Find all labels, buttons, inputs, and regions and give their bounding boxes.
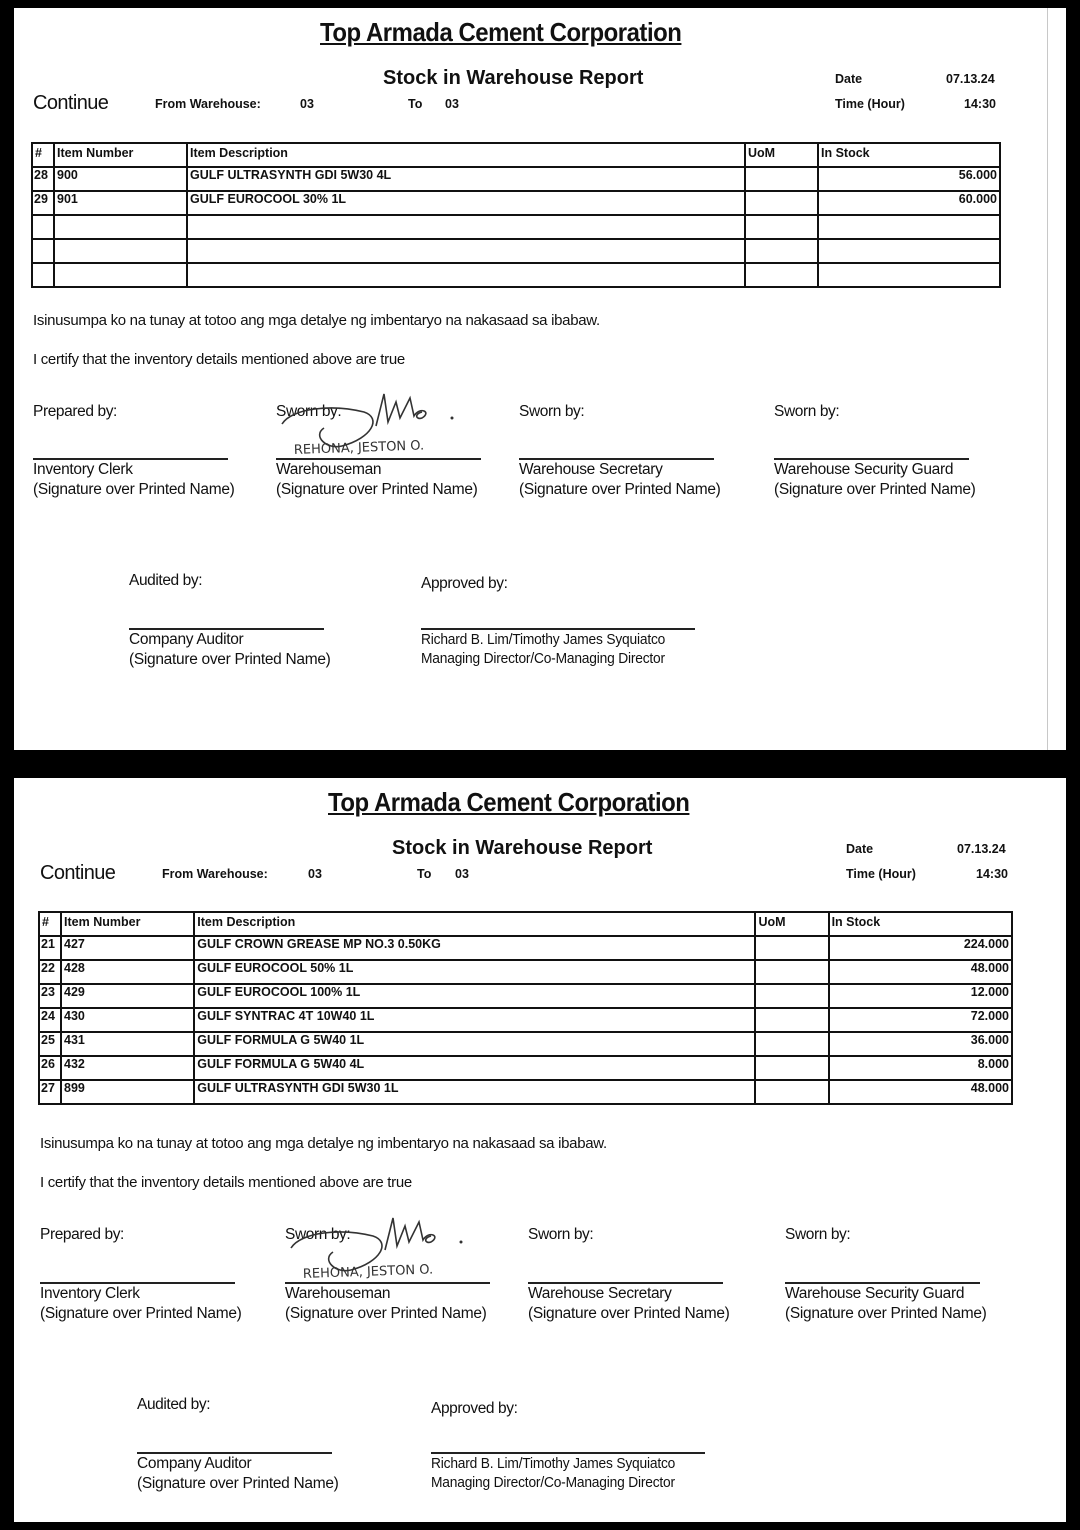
handwritten-signature — [272, 386, 472, 458]
in-stock: 224.000 — [829, 936, 1012, 960]
time-label: Time (Hour) — [846, 867, 916, 881]
approver-names: Richard B. Lim/Timothy James Syquiatco — [431, 1456, 676, 1472]
item-uom — [745, 263, 818, 287]
in-stock: 72.000 — [829, 1008, 1012, 1032]
item-uom — [755, 1056, 828, 1080]
warehouse-security-guard-role: Warehouse Security Guard — [785, 1285, 965, 1302]
row-index: 27 — [39, 1080, 61, 1104]
item-uom — [745, 167, 818, 191]
date-value: 07.13.24 — [946, 72, 995, 86]
company-auditor-role: Company Auditor — [137, 1455, 252, 1472]
table-row — [39, 984, 1012, 1008]
from-warehouse-value: 03 — [300, 97, 314, 111]
item-uom — [745, 215, 818, 239]
item-number: 900 — [54, 167, 187, 191]
row-index — [32, 263, 54, 287]
item-description: GULF EUROCOOL 100% 1L — [194, 984, 755, 1008]
item-uom — [755, 960, 828, 984]
item-number: 428 — [61, 960, 194, 984]
signature-note: (Signature over Printed Name) — [40, 1305, 242, 1322]
time-value: 14:30 — [976, 867, 1008, 881]
to-warehouse-value: 03 — [445, 97, 459, 111]
inventory-clerk-role: Inventory Clerk — [33, 461, 133, 478]
date-label: Date — [835, 72, 863, 86]
table-row-empty — [32, 239, 1000, 263]
table-header-row — [32, 143, 1000, 167]
table-row — [39, 1032, 1012, 1056]
signature-note: (Signature over Printed Name) — [276, 481, 478, 498]
col-header-in-stock: In Stock — [818, 143, 1000, 167]
approver-names: Richard B. Lim/Timothy James Syquiatco — [421, 632, 666, 648]
time-value: 14:30 — [964, 97, 996, 111]
in-stock — [818, 263, 1000, 287]
table-row — [39, 936, 1012, 960]
page-edge-line — [1047, 8, 1048, 750]
item-number — [54, 263, 187, 287]
to-warehouse-value: 03 — [455, 867, 469, 881]
item-number: 899 — [61, 1080, 194, 1104]
signature-note: (Signature over Printed Name) — [519, 481, 721, 498]
signature-note: (Signature over Printed Name) — [285, 1305, 487, 1322]
row-index: 25 — [39, 1032, 61, 1056]
col-header-item-description: Item Description — [194, 912, 755, 936]
item-uom — [755, 1008, 828, 1032]
item-description: GULF EUROCOOL 30% 1L — [187, 191, 745, 215]
report-title: Stock in Warehouse Report — [383, 67, 644, 89]
from-warehouse-label: From Warehouse: — [155, 97, 261, 111]
signature-note: (Signature over Printed Name) — [33, 481, 235, 498]
handwritten-signature — [281, 1210, 481, 1282]
to-warehouse-label: To — [417, 867, 432, 881]
item-description: GULF SYNTRAC 4T 10W40 1L — [194, 1008, 755, 1032]
table-header-row — [39, 912, 1012, 936]
warehouse-secretary-role: Warehouse Secretary — [519, 461, 663, 478]
report-page-2 — [14, 778, 1066, 1522]
row-index: 22 — [39, 960, 61, 984]
in-stock — [818, 239, 1000, 263]
handwritten-name: REHONA, JESTON O. — [302, 1262, 434, 1282]
sworn-by-label: Sworn by: — [785, 1226, 851, 1243]
signature-note: (Signature over Printed Name) — [774, 481, 976, 498]
in-stock — [818, 215, 1000, 239]
inventory-clerk-role: Inventory Clerk — [40, 1285, 140, 1302]
in-stock: 60.000 — [818, 191, 1000, 215]
col-header-item-number: Item Number — [54, 143, 187, 167]
approved-by-label: Approved by: — [421, 575, 508, 592]
in-stock: 48.000 — [829, 1080, 1012, 1104]
oath-tagalog: Isinusumpa ko na tunay at totoo ang mga detalye ng imbentaryo na nakasaad sa ibabaw. — [33, 312, 600, 329]
signature-note: (Signature over Printed Name) — [785, 1305, 987, 1322]
row-index: 28 — [32, 167, 54, 191]
table-row — [32, 191, 1000, 215]
item-number: 432 — [61, 1056, 194, 1080]
item-description: GULF CROWN GREASE MP NO.3 0.50KG — [194, 936, 755, 960]
item-description — [187, 239, 745, 263]
row-index: 21 — [39, 936, 61, 960]
col-header-in-stock: In Stock — [829, 912, 1012, 936]
oath-english: I certify that the inventory details mentioned above are true — [40, 1174, 412, 1191]
oath-tagalog: Isinusumpa ko na tunay at totoo ang mga detalye ng imbentaryo na nakasaad sa ibabaw. — [40, 1135, 607, 1152]
item-number — [54, 215, 187, 239]
handwritten-name: REHONA, JESTON O. — [293, 438, 425, 458]
continue-label: Continue — [33, 92, 109, 114]
item-number: 429 — [61, 984, 194, 1008]
stock-table — [38, 911, 1013, 1105]
signature-note: (Signature over Printed Name) — [129, 651, 331, 668]
in-stock: 12.000 — [829, 984, 1012, 1008]
item-uom — [755, 936, 828, 960]
item-uom — [755, 984, 828, 1008]
from-warehouse-label: From Warehouse: — [162, 867, 268, 881]
item-description — [187, 263, 745, 287]
company-auditor-role: Company Auditor — [129, 631, 244, 648]
company-name: Top Armada Cement Corporation — [320, 17, 682, 47]
in-stock: 36.000 — [829, 1032, 1012, 1056]
col-header-uom: UoM — [755, 912, 828, 936]
col-header-index: # — [32, 143, 54, 167]
table-row — [32, 167, 1000, 191]
item-number: 431 — [61, 1032, 194, 1056]
from-warehouse-value: 03 — [308, 867, 322, 881]
sworn-by-label: Sworn by: — [276, 403, 342, 420]
item-number: 430 — [61, 1008, 194, 1032]
sworn-by-label: Sworn by: — [519, 403, 585, 420]
sworn-by-label: Sworn by: — [285, 1226, 351, 1243]
approved-by-label: Approved by: — [431, 1400, 518, 1417]
sworn-by-label: Sworn by: — [774, 403, 840, 420]
table-row-empty — [32, 263, 1000, 287]
item-uom — [755, 1032, 828, 1056]
col-header-index: # — [39, 912, 61, 936]
item-number — [54, 239, 187, 263]
approver-titles: Managing Director/Co-Managing Director — [431, 1475, 675, 1491]
item-description: GULF FORMULA G 5W40 1L — [194, 1032, 755, 1056]
item-description: GULF FORMULA G 5W40 4L — [194, 1056, 755, 1080]
item-uom — [745, 191, 818, 215]
table-row — [39, 960, 1012, 984]
company-name: Top Armada Cement Corporation — [328, 787, 690, 817]
audited-by-label: Audited by: — [129, 572, 203, 589]
audited-by-label: Audited by: — [137, 1396, 211, 1413]
row-index: 24 — [39, 1008, 61, 1032]
in-stock: 8.000 — [829, 1056, 1012, 1080]
row-index — [32, 215, 54, 239]
col-header-item-number: Item Number — [61, 912, 194, 936]
row-index: 23 — [39, 984, 61, 1008]
in-stock: 48.000 — [829, 960, 1012, 984]
row-index — [32, 239, 54, 263]
table-row — [39, 1080, 1012, 1104]
report-title: Stock in Warehouse Report — [392, 837, 653, 859]
col-header-item-description: Item Description — [187, 143, 745, 167]
item-number: 901 — [54, 191, 187, 215]
item-uom — [755, 1080, 828, 1104]
date-label: Date — [846, 842, 874, 856]
date-value: 07.13.24 — [957, 842, 1006, 856]
in-stock: 56.000 — [818, 167, 1000, 191]
row-index: 29 — [32, 191, 54, 215]
item-number: 427 — [61, 936, 194, 960]
report-page-1 — [14, 8, 1066, 750]
stock-table — [31, 142, 1001, 288]
warehouse-secretary-role: Warehouse Secretary — [528, 1285, 672, 1302]
row-index: 26 — [39, 1056, 61, 1080]
signature-note: (Signature over Printed Name) — [528, 1305, 730, 1322]
prepared-by-label: Prepared by: — [40, 1226, 124, 1243]
item-description: GULF EUROCOOL 50% 1L — [194, 960, 755, 984]
continue-label: Continue — [40, 862, 116, 884]
to-warehouse-label: To — [408, 97, 423, 111]
approver-titles: Managing Director/Co-Managing Director — [421, 651, 665, 667]
signature-note: (Signature over Printed Name) — [137, 1475, 339, 1492]
prepared-by-label: Prepared by: — [33, 403, 117, 420]
table-row — [39, 1008, 1012, 1032]
item-description — [187, 215, 745, 239]
col-header-uom: UoM — [745, 143, 818, 167]
item-description: GULF ULTRASYNTH GDI 5W30 4L — [187, 167, 745, 191]
warehouse-security-guard-role: Warehouse Security Guard — [774, 461, 954, 478]
sworn-by-label: Sworn by: — [528, 1226, 594, 1243]
time-label: Time (Hour) — [835, 97, 905, 111]
warehouseman-role: Warehouseman — [276, 461, 382, 478]
table-row-empty — [32, 215, 1000, 239]
item-description: GULF ULTRASYNTH GDI 5W30 1L — [194, 1080, 755, 1104]
item-uom — [745, 239, 818, 263]
oath-english: I certify that the inventory details mentioned above are true — [33, 351, 405, 368]
warehouseman-role: Warehouseman — [285, 1285, 391, 1302]
table-row — [39, 1056, 1012, 1080]
